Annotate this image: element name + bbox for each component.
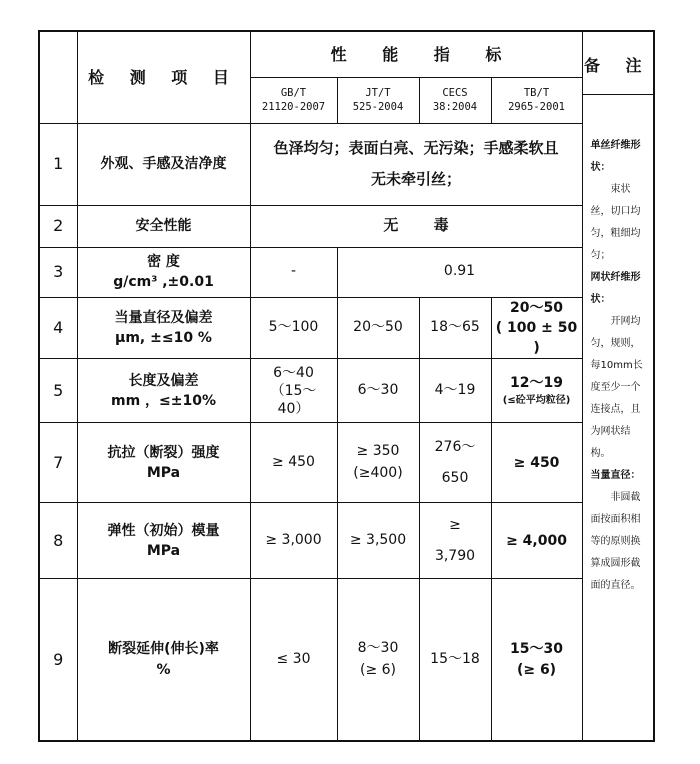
row-value-merged: 0.91 xyxy=(337,247,582,297)
row-value-jtt: 6～30 xyxy=(337,359,419,423)
row-value-gbt: ≥ 3,000 xyxy=(250,503,337,579)
table-row xyxy=(39,579,654,741)
row-value-tbt: ≥ 4,000 xyxy=(491,503,582,579)
row-value-jtt: ≥ 350 (≥400) xyxy=(337,423,419,503)
remark-monofilament-text: 束状丝，切口均匀，粗细均匀； xyxy=(590,184,641,261)
row-number: 1 xyxy=(39,123,77,205)
row-value-tbt: 20～50 ( 100 ± 50 ) xyxy=(491,297,582,359)
std-cecs: CECS 38:2004 xyxy=(419,77,491,123)
header-performance: 性 能 指 标 xyxy=(250,31,582,77)
row-value-merged: 色泽均匀；表面白亮、无污染；手感柔软且 无未牵引丝； xyxy=(250,123,582,205)
row-value-gbt: - xyxy=(250,247,337,297)
row-number: 2 xyxy=(39,205,77,247)
row-item: 当量直径及偏差 μm, ±≤10 % xyxy=(77,297,250,359)
row-item: 抗拉（断裂）强度 MPa xyxy=(77,423,250,503)
header-remark: 备 注 xyxy=(583,38,654,95)
row-value-tbt: 15～30 (≥ 6) xyxy=(491,579,582,741)
table-row xyxy=(39,247,654,297)
remark-diameter-text: 非圆截面按面积相等的原则换算成圆形截面的直径。 xyxy=(590,492,641,591)
row-item: 外观、手感及洁净度 xyxy=(77,123,250,205)
row-number: 8 xyxy=(39,503,77,579)
row-value-gbt: 6～40 （15～ 40） xyxy=(250,359,337,423)
remark-mesh-heading: 网状纤维形状： xyxy=(590,272,641,305)
row-value-cecs: 4～19 xyxy=(419,359,491,423)
remark-mesh-text: 开网均匀，规则，每10mm长度至少一个连接点，且为网状结构。 xyxy=(590,316,643,459)
row-item: 密 度 g/cm³ ,±0.01 xyxy=(77,247,250,297)
row-value-jtt: 20～50 xyxy=(337,297,419,359)
row-value-jtt: ≥ 3,500 xyxy=(337,503,419,579)
table-row xyxy=(39,423,654,503)
row-value-gbt: ≤ 30 xyxy=(250,579,337,741)
remark-column xyxy=(582,31,654,741)
row-number: 4 xyxy=(39,297,77,359)
table-row xyxy=(39,359,654,423)
row-value-gbt: 5～100 xyxy=(250,297,337,359)
row-value-jtt: 8～30 (≥ 6) xyxy=(337,579,419,741)
header-item: 检 测 项 目 xyxy=(77,31,250,123)
remark-monofilament-heading: 单丝纤维形状： xyxy=(590,140,641,173)
remark-diameter-heading: 当量直径： xyxy=(590,470,641,481)
std-gbt: GB/T 21120-2007 xyxy=(250,77,337,123)
table-row xyxy=(39,503,654,579)
row-number: 3 xyxy=(39,247,77,297)
row-value-tbt: 12～19 (≤砼平均粒径) xyxy=(491,359,582,423)
row-number: 9 xyxy=(39,579,77,741)
row-item: 长度及偏差 mm ，≤±10% xyxy=(77,359,250,423)
table-row xyxy=(39,205,654,247)
row-item: 弹性（初始）模量 MPa xyxy=(77,503,250,579)
row-value-cecs: ≥ 3,790 xyxy=(419,503,491,579)
row-item: 断裂延伸(伸长)率 % xyxy=(77,579,250,741)
row-value-cecs: 18～65 xyxy=(419,297,491,359)
table-row xyxy=(39,297,654,359)
std-jtt: JT/T 525-2004 xyxy=(337,77,419,123)
table-row xyxy=(39,123,654,205)
row-item: 安全性能 xyxy=(77,205,250,247)
row-value-gbt: ≥ 450 xyxy=(250,423,337,503)
spec-table xyxy=(38,30,655,742)
row-number: 5 xyxy=(39,359,77,423)
row-value-tbt: ≥ 450 xyxy=(491,423,582,503)
row-value-cecs: 276～ 650 xyxy=(419,423,491,503)
header-no-cell xyxy=(39,31,77,123)
std-tbt: TB/T 2965-2001 xyxy=(491,77,582,123)
row-number: 7 xyxy=(39,423,77,503)
row-value-cecs: 15～18 xyxy=(419,579,491,741)
row-value-merged: 无 毒 xyxy=(250,205,582,247)
